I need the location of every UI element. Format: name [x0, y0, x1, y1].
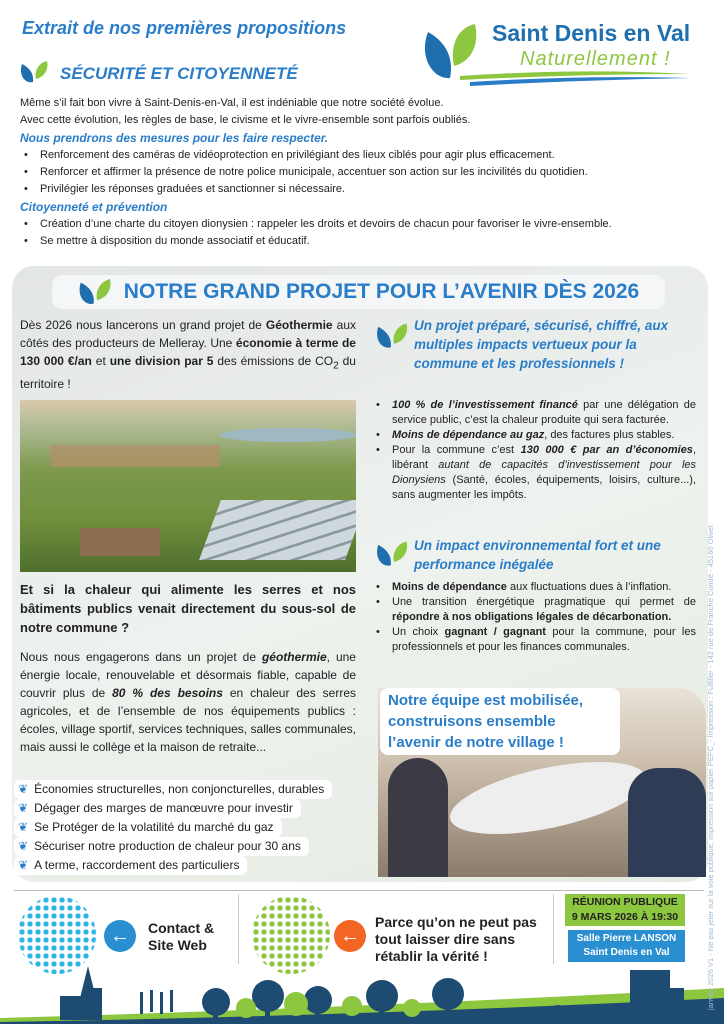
text: 2 [333, 360, 339, 372]
legal-notice: janvier 2026 V1 - Ne pas jeter sur la voie publique, impression sur papier PEFC_- Impression : Fulfiller - 142 rue de Franche Comté - 45160 Olivet [706, 525, 715, 1010]
text: géothermie [261, 650, 327, 664]
list-item [372, 580, 696, 595]
text: Moins de dépendance [392, 581, 507, 593]
event-place: Salle Pierre LANSON [576, 933, 677, 944]
contact-label[interactable]: Contact & Site Web [148, 920, 215, 953]
text: Se Protéger de la volatilité du marché du gaz [34, 820, 274, 834]
leaf-icon [78, 278, 114, 306]
text: A terme, raccordement des particuliers [34, 858, 240, 872]
text: répondre à nos obligations légales de décarbonation. [392, 611, 672, 623]
leaf-icon [376, 540, 410, 568]
text: Un choix [392, 626, 445, 638]
text: 80 % des besoins [112, 686, 223, 700]
text: (Santé, écoles, équipements, loisirs, culture...), sans augmenter les impôts. [392, 474, 696, 501]
benefit-item [14, 837, 309, 856]
text: Dégager des marges de manœuvre pour investir [34, 801, 293, 815]
text: pour la commune, pour les professionnels et pour les finances communales. [392, 626, 696, 653]
text: Une transition énergétique pragmatique qui permet de [392, 596, 696, 608]
text: 100 % de l’investissement financé [392, 399, 578, 411]
intro-line: Avec cette évolution, les règles de base, le civisme et le vivre-ensemble sont parfois oubliés. [20, 114, 471, 127]
right-list-2 [372, 580, 696, 655]
project-paragraph [20, 648, 356, 756]
subheading-measures: Nous prendrons des mesures pour les faire respecter. [20, 130, 329, 145]
right-list-1 [372, 398, 696, 503]
benefits-list [14, 780, 359, 875]
benefit-item [14, 818, 282, 837]
right-heading-2: Un impact environnemental fort et une performance inégalée [414, 538, 661, 572]
logo-name: Saint Denis en Val [492, 20, 691, 46]
event-city: Saint Denis en Val [583, 947, 670, 958]
village-skyline-illustration [0, 958, 724, 1024]
list-item: • Renforcement des caméras de vidéoprotection en privilégiant des lieux ciblés pour agir plus efficacement. [20, 147, 710, 164]
logo-tagline: Naturellement ! [520, 48, 671, 70]
intro-line: Même s’il fait bon vivre à Saint-Denis-en-Val, il est indéniable que notre société évolue. [20, 97, 444, 109]
list-item: • Création d’une charte du citoyen dionysien : rappeler les droits et devoirs de chacun pour favoriser le vivre-ensemble. [20, 216, 710, 233]
text: Géothermie [265, 318, 333, 332]
divider [553, 894, 554, 964]
leaf-bullet-icon: ❦ [18, 782, 29, 796]
event-title: RÉUNION PUBLIQUE [572, 896, 678, 908]
arrow-left-icon: ← [334, 920, 366, 952]
security-section [20, 95, 710, 251]
event-date: 9 MARS 2026 À 19:30 [571, 911, 679, 923]
text: gagnant / gagnant [444, 626, 546, 638]
benefit-item [14, 856, 247, 875]
list-item [372, 428, 696, 443]
list-item: • Se mettre à disposition du monde associatif et éducatif. [20, 233, 710, 250]
text: , une énergie locale, renouvelable et désormais fiable, capable de couvrir plus de [20, 650, 356, 700]
text: du territoire ! [20, 354, 356, 392]
text: aux fluctuations dues à l’inflation. [506, 581, 672, 593]
text: , libérant [392, 444, 696, 471]
leaf-bullet-icon: ❦ [18, 801, 29, 815]
project-title: NOTRE GRAND PROJET POUR L’AVENIR DÈS 2026 [123, 280, 640, 303]
list-item [372, 443, 696, 503]
text: 130 000 € par an d’économies [520, 444, 693, 456]
team-caption: Notre équipe est mobilisée, construisons ensemble l’avenir de notre village ! [380, 688, 620, 755]
text: aux côtés des producteurs de Melleray. Une [20, 318, 356, 350]
leaf-icon [376, 322, 410, 350]
divider [238, 894, 239, 964]
benefit-item [14, 799, 301, 818]
footer-divider [14, 890, 704, 891]
logo [420, 18, 690, 88]
text: Moins de dépendance au gaz [392, 429, 545, 441]
arrow-left-icon: ← [104, 920, 136, 952]
text: Sécuriser notre production de chaleur pour 30 ans [34, 839, 301, 853]
list-item [372, 625, 696, 655]
right-heading-1: Un projet préparé, sécurisé, chiffré, aux multiples impacts vertueux pour la commune et les professionnels ! [414, 318, 669, 371]
aerial-photo-greenhouses [20, 400, 356, 572]
leaf-bullet-icon: ❦ [18, 820, 29, 834]
text: Dès 2026 nous lancerons un grand projet de [20, 318, 266, 332]
project-title-banner [52, 275, 665, 309]
leaf-bullet-icon: ❦ [18, 839, 29, 853]
text: économie à terme de 130 000 €/an [20, 336, 356, 368]
page-header-title: Extrait de nos premières propositions [22, 18, 347, 38]
text: en chaleur des serres agricoles, et de l’ensemble de nos équipements publics : écoles, village sportif, services techniques, salles communales, mais aussi le collège et la maison de retraite... [20, 686, 356, 754]
text: des émissions de CO [213, 354, 334, 368]
project-intro [20, 316, 356, 393]
list-item [372, 398, 696, 428]
text: par une délégation de service public, c’est la chaleur produite qui sera facturée. [392, 399, 696, 426]
list-item: • Privilégier les réponses graduées et sanctionner si nécessaire. [20, 181, 710, 198]
subheading-citizenship: Citoyenneté et prévention [20, 199, 168, 214]
benefit-item [14, 780, 332, 799]
text: et [91, 354, 110, 368]
project-question: Et si la chaleur qui alimente les serres et nos bâtiments publics venait directement du sous-sol de notre commune ? [20, 582, 356, 635]
event-box [565, 894, 685, 926]
leaf-bullet-icon: ❦ [18, 858, 29, 872]
list-item: • Renforcer et affirmer la présence de notre police municipale, accentuer son action sur les incivilités du quotidien. [20, 164, 710, 181]
swoosh-icon [460, 70, 690, 86]
text: Économies structurelles, non conjoncturelles, durables [34, 782, 325, 796]
truth-label: Parce qu’on ne peut pas tout laisser dire sans rétablir la vérité ! [375, 914, 537, 964]
list-item [372, 595, 696, 625]
text: une division par 5 [109, 354, 214, 368]
leaf-icon [20, 60, 50, 84]
text: , des factures plus stables. [544, 429, 675, 441]
text: autant de capacités d’investissement pour les Dionysiens [392, 459, 696, 486]
text: Pour la commune c’est [392, 444, 521, 456]
text: Nous nous engagerons dans un projet de [20, 650, 262, 664]
section-title-security: SÉCURITÉ ET CITOYENNETÉ [60, 64, 298, 83]
